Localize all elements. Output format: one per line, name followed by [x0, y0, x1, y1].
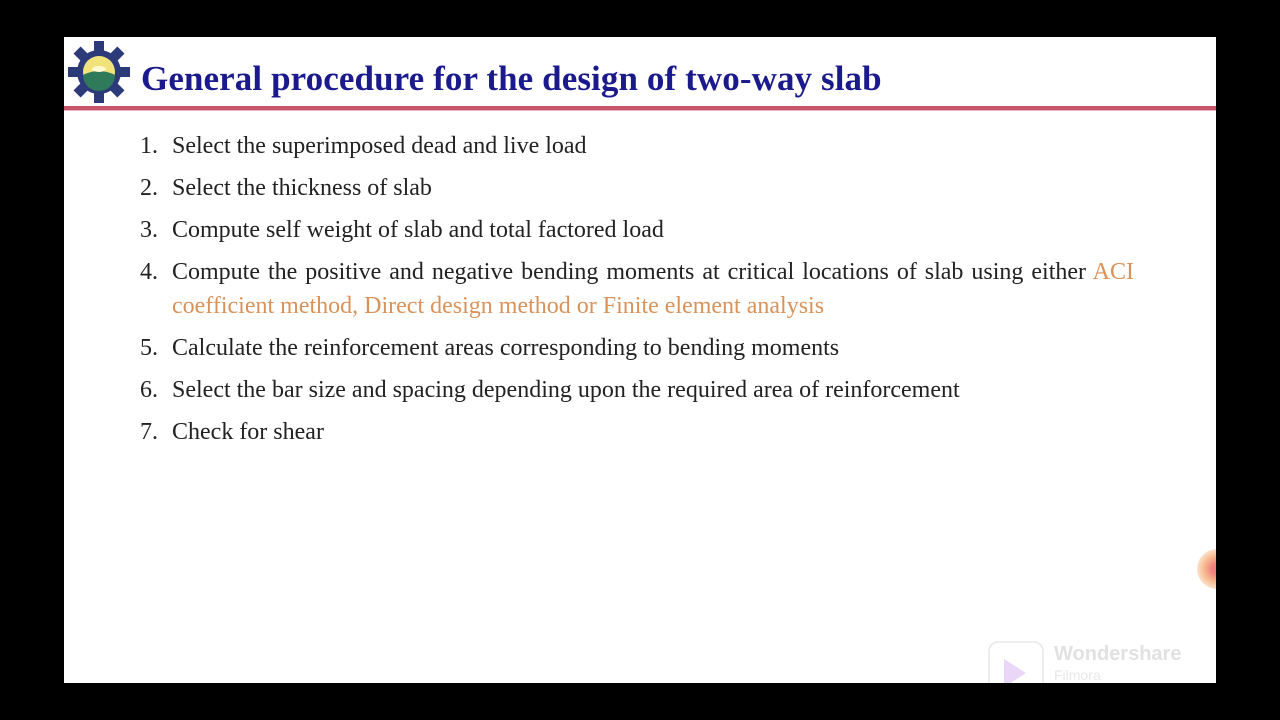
procedure-list: [140, 129, 1134, 457]
record-dot-icon[interactable]: [1197, 549, 1216, 589]
list-item: 7. Check for shear: [140, 419, 324, 445]
filmora-logo-icon: [988, 641, 1044, 683]
list-item: 4. Compute the positive and negative bending moments at critical locations of slab using either ACI coefficient method, Direct design method or Finite element analysis: [140, 259, 1134, 319]
list-item: 2. Select the thickness of slab: [140, 175, 432, 201]
list-item: 1. Select the superimposed dead and live load: [140, 133, 587, 159]
slide-title: General procedure for the design of two-way slab: [141, 59, 882, 98]
slide: [64, 37, 1216, 683]
watermark: Wondershare Filmora: [988, 635, 1208, 683]
title-divider-shadow: [64, 110, 1216, 111]
list-item: 5. Calculate the reinforcement areas corresponding to bending moments: [140, 335, 840, 361]
gear-emblem-icon: [66, 39, 132, 105]
list-item: 6. Select the bar size and spacing depending upon the required area of reinforcement: [140, 377, 960, 403]
method-highlight: ACI coefficient method, Direct design method or Finite element analysis: [172, 259, 1134, 319]
list-item: 3. Compute self weight of slab and total factored load: [140, 217, 664, 243]
